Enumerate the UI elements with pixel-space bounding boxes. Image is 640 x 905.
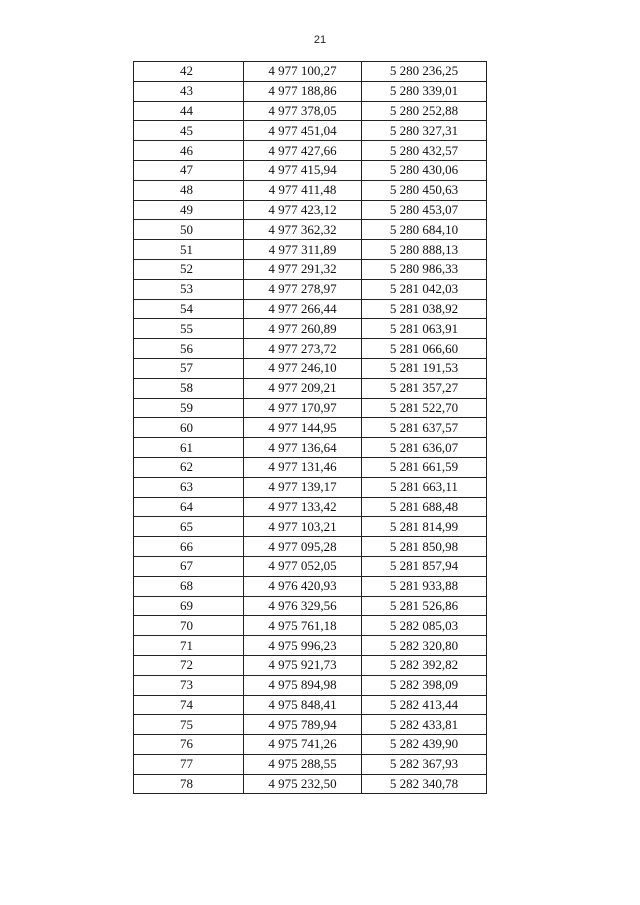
x-coordinate-cell: 4 977 278,97 — [244, 279, 362, 299]
y-coordinate-cell: 5 281 357,27 — [362, 378, 487, 398]
table-row — [134, 477, 487, 497]
point-number-cell: 46 — [134, 141, 244, 161]
y-coordinate-cell: 5 280 432,57 — [362, 141, 487, 161]
point-number-cell: 68 — [134, 576, 244, 596]
table-row — [134, 695, 487, 715]
point-number-cell: 48 — [134, 180, 244, 200]
table-row — [134, 537, 487, 557]
y-coordinate-cell: 5 281 038,92 — [362, 299, 487, 319]
table-row — [134, 299, 487, 319]
point-number-cell: 47 — [134, 160, 244, 180]
y-coordinate-cell: 5 282 439,90 — [362, 735, 487, 755]
y-coordinate-cell: 5 281 522,70 — [362, 398, 487, 418]
table-row — [134, 636, 487, 656]
point-number-cell: 50 — [134, 220, 244, 240]
y-coordinate-cell: 5 281 850,98 — [362, 537, 487, 557]
point-number-cell: 44 — [134, 101, 244, 121]
x-coordinate-cell: 4 977 427,66 — [244, 141, 362, 161]
table-row — [134, 517, 487, 537]
x-coordinate-cell: 4 975 894,98 — [244, 675, 362, 695]
point-number-cell: 67 — [134, 556, 244, 576]
table-row — [134, 81, 487, 101]
table-row — [134, 220, 487, 240]
table-row — [134, 754, 487, 774]
y-coordinate-cell: 5 281 191,53 — [362, 358, 487, 378]
point-number-cell: 57 — [134, 358, 244, 378]
point-number-cell: 72 — [134, 655, 244, 675]
y-coordinate-cell: 5 281 661,59 — [362, 457, 487, 477]
x-coordinate-cell: 4 975 921,73 — [244, 655, 362, 675]
coordinates-table-body — [134, 62, 487, 794]
coordinates-table — [133, 61, 487, 794]
table-row — [134, 180, 487, 200]
point-number-cell: 53 — [134, 279, 244, 299]
point-number-cell: 73 — [134, 675, 244, 695]
table-row — [134, 556, 487, 576]
y-coordinate-cell: 5 280 888,13 — [362, 240, 487, 260]
y-coordinate-cell: 5 282 367,93 — [362, 754, 487, 774]
point-number-cell: 74 — [134, 695, 244, 715]
x-coordinate-cell: 4 975 996,23 — [244, 636, 362, 656]
point-number-cell: 58 — [134, 378, 244, 398]
table-row — [134, 398, 487, 418]
x-coordinate-cell: 4 975 288,55 — [244, 754, 362, 774]
y-coordinate-cell: 5 281 814,99 — [362, 517, 487, 537]
y-coordinate-cell: 5 280 684,10 — [362, 220, 487, 240]
table-row — [134, 378, 487, 398]
x-coordinate-cell: 4 977 266,44 — [244, 299, 362, 319]
x-coordinate-cell: 4 977 052,05 — [244, 556, 362, 576]
x-coordinate-cell: 4 977 246,10 — [244, 358, 362, 378]
y-coordinate-cell: 5 282 085,03 — [362, 616, 487, 636]
table-row — [134, 418, 487, 438]
table-row — [134, 675, 487, 695]
point-number-cell: 45 — [134, 121, 244, 141]
table-row — [134, 141, 487, 161]
x-coordinate-cell: 4 977 139,17 — [244, 477, 362, 497]
table-row — [134, 319, 487, 339]
point-number-cell: 76 — [134, 735, 244, 755]
table-row — [134, 596, 487, 616]
x-coordinate-cell: 4 977 378,05 — [244, 101, 362, 121]
table-row — [134, 616, 487, 636]
x-coordinate-cell: 4 976 420,93 — [244, 576, 362, 596]
x-coordinate-cell: 4 977 131,46 — [244, 457, 362, 477]
y-coordinate-cell: 5 282 413,44 — [362, 695, 487, 715]
x-coordinate-cell: 4 977 103,21 — [244, 517, 362, 537]
table-row — [134, 715, 487, 735]
point-number-cell: 75 — [134, 715, 244, 735]
x-coordinate-cell: 4 975 789,94 — [244, 715, 362, 735]
y-coordinate-cell: 5 282 340,78 — [362, 774, 487, 794]
y-coordinate-cell: 5 281 688,48 — [362, 497, 487, 517]
x-coordinate-cell: 4 977 423,12 — [244, 200, 362, 220]
x-coordinate-cell: 4 977 133,42 — [244, 497, 362, 517]
table-row — [134, 101, 487, 121]
point-number-cell: 71 — [134, 636, 244, 656]
x-coordinate-cell: 4 975 741,26 — [244, 735, 362, 755]
table-row — [134, 576, 487, 596]
table-row — [134, 259, 487, 279]
y-coordinate-cell: 5 280 327,31 — [362, 121, 487, 141]
table-row — [134, 160, 487, 180]
y-coordinate-cell: 5 281 663,11 — [362, 477, 487, 497]
table-row — [134, 200, 487, 220]
x-coordinate-cell: 4 977 209,21 — [244, 378, 362, 398]
y-coordinate-cell: 5 282 398,09 — [362, 675, 487, 695]
point-number-cell: 60 — [134, 418, 244, 438]
x-coordinate-cell: 4 977 095,28 — [244, 537, 362, 557]
x-coordinate-cell: 4 977 451,04 — [244, 121, 362, 141]
y-coordinate-cell: 5 281 063,91 — [362, 319, 487, 339]
y-coordinate-cell: 5 281 526,86 — [362, 596, 487, 616]
table-row — [134, 358, 487, 378]
point-number-cell: 59 — [134, 398, 244, 418]
y-coordinate-cell: 5 280 450,63 — [362, 180, 487, 200]
table-row — [134, 655, 487, 675]
table-row — [134, 497, 487, 517]
x-coordinate-cell: 4 977 144,95 — [244, 418, 362, 438]
x-coordinate-cell: 4 975 848,41 — [244, 695, 362, 715]
y-coordinate-cell: 5 281 637,57 — [362, 418, 487, 438]
table-row — [134, 279, 487, 299]
point-number-cell: 55 — [134, 319, 244, 339]
y-coordinate-cell: 5 280 986,33 — [362, 259, 487, 279]
x-coordinate-cell: 4 975 232,50 — [244, 774, 362, 794]
point-number-cell: 49 — [134, 200, 244, 220]
point-number-cell: 65 — [134, 517, 244, 537]
point-number-cell: 63 — [134, 477, 244, 497]
y-coordinate-cell: 5 281 933,88 — [362, 576, 487, 596]
x-coordinate-cell: 4 977 411,48 — [244, 180, 362, 200]
point-number-cell: 43 — [134, 81, 244, 101]
y-coordinate-cell: 5 281 042,03 — [362, 279, 487, 299]
point-number-cell: 78 — [134, 774, 244, 794]
page-number: 21 — [313, 34, 327, 46]
point-number-cell: 42 — [134, 62, 244, 82]
x-coordinate-cell: 4 977 311,89 — [244, 240, 362, 260]
point-number-cell: 56 — [134, 339, 244, 359]
point-number-cell: 64 — [134, 497, 244, 517]
y-coordinate-cell: 5 280 339,01 — [362, 81, 487, 101]
y-coordinate-cell: 5 282 320,80 — [362, 636, 487, 656]
x-coordinate-cell: 4 977 188,86 — [244, 81, 362, 101]
y-coordinate-cell: 5 281 066,60 — [362, 339, 487, 359]
table-row — [134, 339, 487, 359]
point-number-cell: 69 — [134, 596, 244, 616]
x-coordinate-cell: 4 977 136,64 — [244, 438, 362, 458]
table-row — [134, 121, 487, 141]
point-number-cell: 52 — [134, 259, 244, 279]
point-number-cell: 54 — [134, 299, 244, 319]
y-coordinate-cell: 5 280 236,25 — [362, 62, 487, 82]
table-row — [134, 457, 487, 477]
x-coordinate-cell: 4 977 170,97 — [244, 398, 362, 418]
y-coordinate-cell: 5 280 252,88 — [362, 101, 487, 121]
x-coordinate-cell: 4 977 273,72 — [244, 339, 362, 359]
x-coordinate-cell: 4 977 415,94 — [244, 160, 362, 180]
x-coordinate-cell: 4 975 761,18 — [244, 616, 362, 636]
y-coordinate-cell: 5 282 433,81 — [362, 715, 487, 735]
table-row — [134, 62, 487, 82]
table-row — [134, 735, 487, 755]
point-number-cell: 70 — [134, 616, 244, 636]
point-number-cell: 62 — [134, 457, 244, 477]
y-coordinate-cell: 5 281 857,94 — [362, 556, 487, 576]
x-coordinate-cell: 4 977 260,89 — [244, 319, 362, 339]
y-coordinate-cell: 5 282 392,82 — [362, 655, 487, 675]
point-number-cell: 77 — [134, 754, 244, 774]
table-row — [134, 774, 487, 794]
point-number-cell: 51 — [134, 240, 244, 260]
point-number-cell: 66 — [134, 537, 244, 557]
point-number-cell: 61 — [134, 438, 244, 458]
y-coordinate-cell: 5 281 636,07 — [362, 438, 487, 458]
x-coordinate-cell: 4 976 329,56 — [244, 596, 362, 616]
table-row — [134, 240, 487, 260]
x-coordinate-cell: 4 977 100,27 — [244, 62, 362, 82]
y-coordinate-cell: 5 280 430,06 — [362, 160, 487, 180]
y-coordinate-cell: 5 280 453,07 — [362, 200, 487, 220]
table-row — [134, 438, 487, 458]
x-coordinate-cell: 4 977 291,32 — [244, 259, 362, 279]
x-coordinate-cell: 4 977 362,32 — [244, 220, 362, 240]
